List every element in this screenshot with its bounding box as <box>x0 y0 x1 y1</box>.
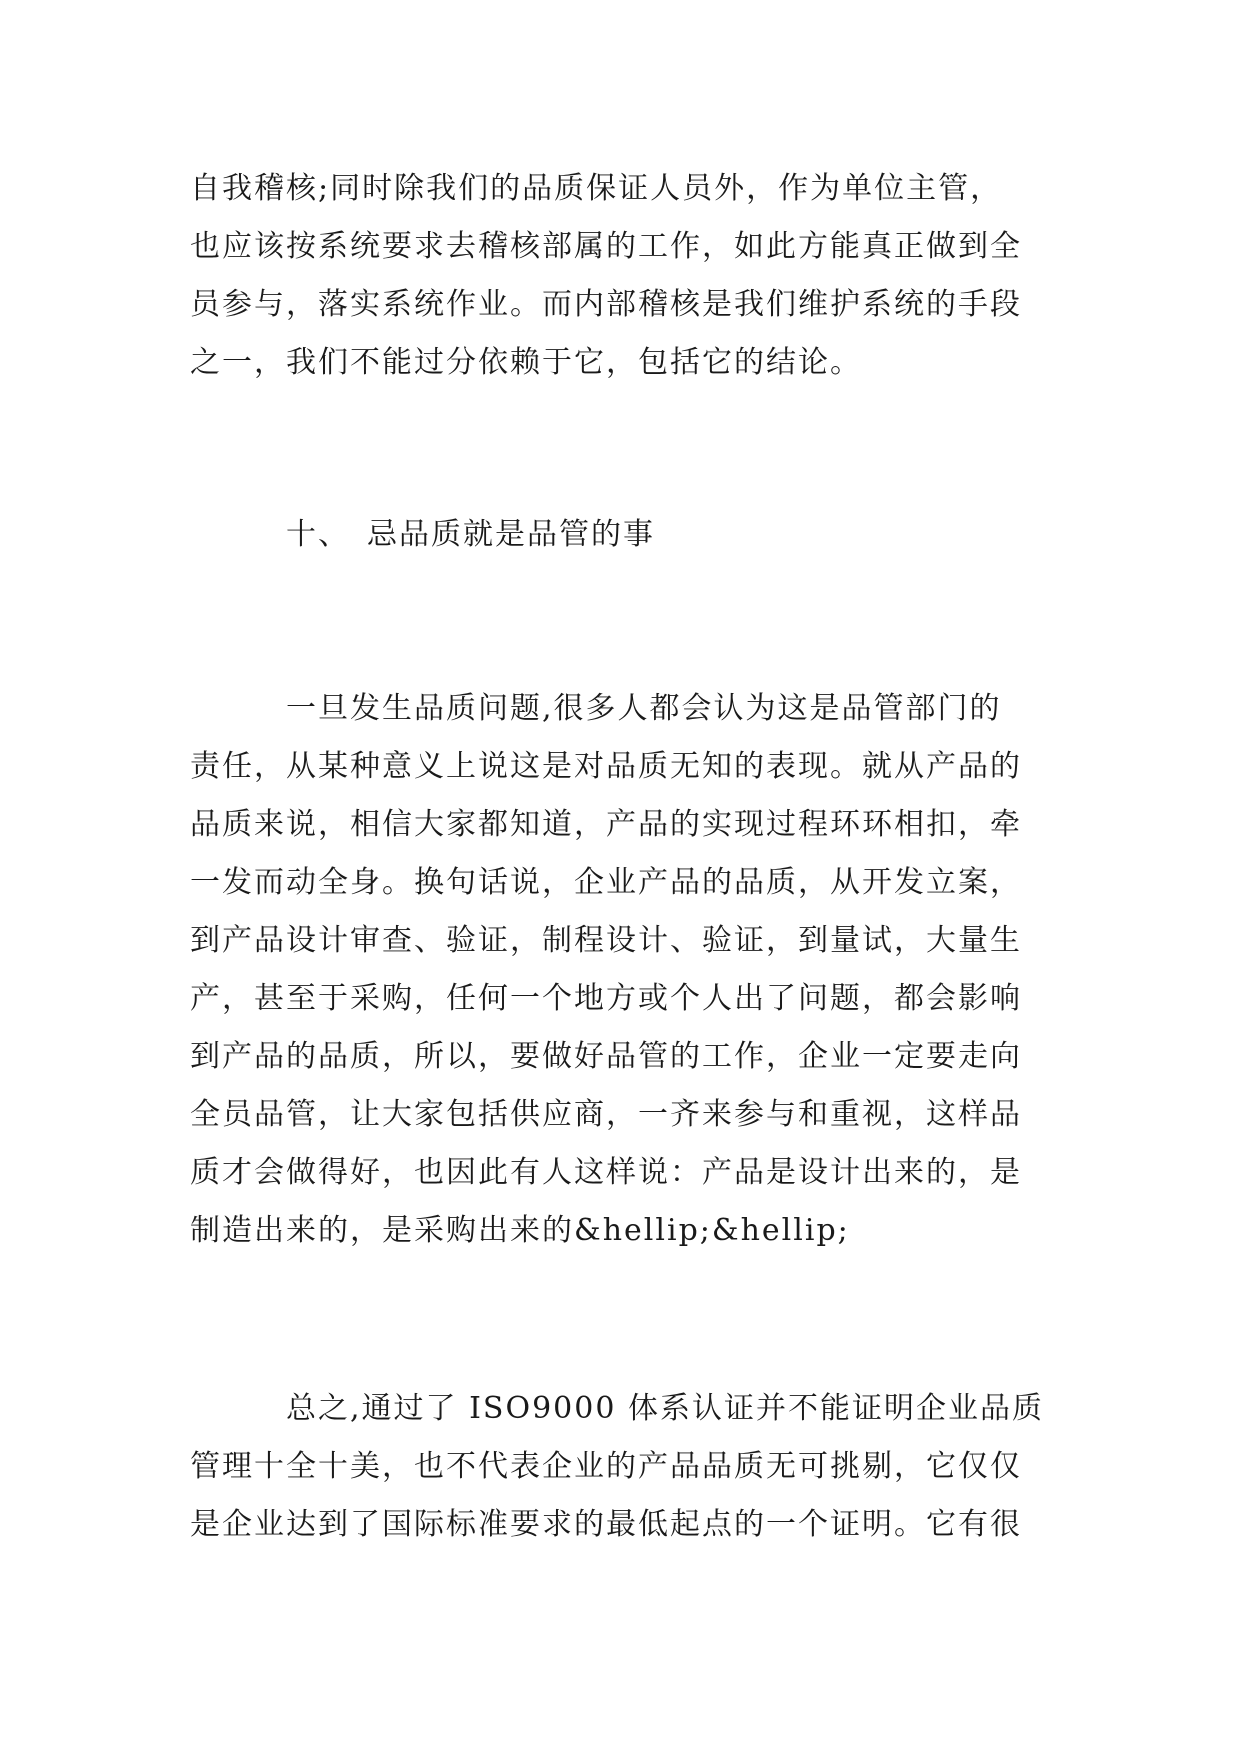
text-line: 之一，我们不能过分依赖于它，包括它的结论。 <box>190 345 862 380</box>
paragraph-conclusion <box>190 1380 1060 1554</box>
text-line: 管理十全十美，也不代表企业的产品品质无可挑剔，它仅仅 <box>190 1449 1022 1484</box>
text-line: 到产品的品质，所以，要做好品管的工作，企业一定要走向 <box>190 1039 1022 1074</box>
heading-text: 十、 忌品质就是品管的事 <box>190 517 655 552</box>
text-line: 总之,通过了 ISO9000 体系认证并不能证明企业品质 <box>190 1391 1044 1426</box>
paragraph-internal-audit <box>190 160 1060 392</box>
text-line: 质才会做得好，也因此有人这样说：产品是设计出来的，是 <box>190 1155 1022 1190</box>
text-line: 一旦发生品质问题,很多人都会认为这是品管部门的 <box>190 691 1002 726</box>
text-line: 制造出来的，是采购出来的&hellip;&hellip; <box>190 1213 850 1248</box>
section-heading <box>190 506 1060 564</box>
paragraph-quality-responsibility <box>190 680 1060 1260</box>
text-line: 一发而动全身。换句话说，企业产品的品质，从开发立案， <box>190 865 1022 900</box>
text-line: 品质来说，相信大家都知道，产品的实现过程环环相扣，牵 <box>190 807 1022 842</box>
text-line: 产，甚至于采购，任何一个地方或个人出了问题，都会影响 <box>190 981 1022 1016</box>
text-line: 也应该按系统要求去稽核部属的工作，如此方能真正做到全 <box>190 229 1022 264</box>
text-line: 是企业达到了国际标准要求的最低起点的一个证明。它有很 <box>190 1507 1022 1542</box>
text-line: 自我稽核;同时除我们的品质保证人员外，作为单位主管， <box>190 171 1003 206</box>
text-line: 员参与，落实系统作业。而内部稽核是我们维护系统的手段 <box>190 287 1022 322</box>
text-line: 责任，从某种意义上说这是对品质无知的表现。就从产品的 <box>190 749 1022 784</box>
text-line: 到产品设计审查、验证，制程设计、验证，到量试，大量生 <box>190 923 1022 958</box>
text-line: 全员品管，让大家包括供应商，一齐来参与和重视，这样品 <box>190 1097 1022 1132</box>
